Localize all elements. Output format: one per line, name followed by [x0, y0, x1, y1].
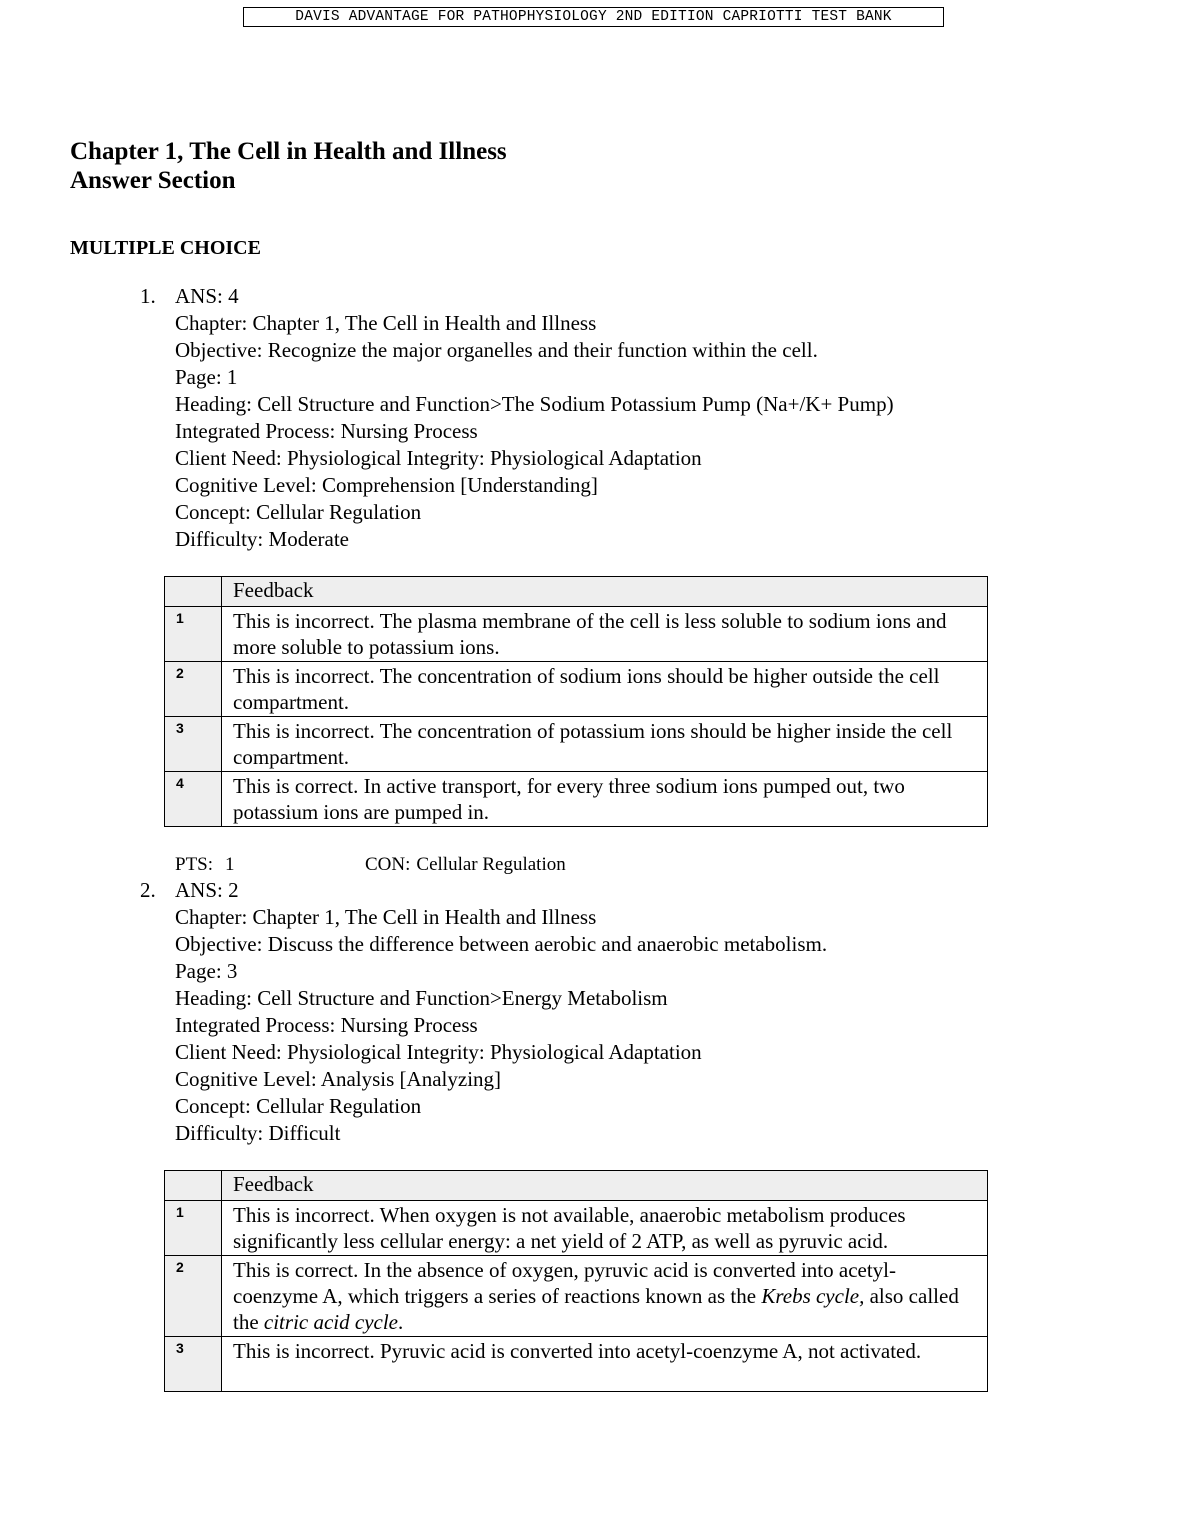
integrated-process-line: Integrated Process: Nursing Process: [175, 1013, 478, 1037]
heading-line: Heading: Cell Structure and Function>The Sodium Potassium Pump (Na+/K+ Pump): [175, 392, 894, 416]
feedback-option-number: 4: [165, 772, 222, 827]
feedback-header-blank: [165, 577, 222, 607]
feedback-option-number: 1: [165, 607, 222, 662]
difficulty-line: Difficulty: Moderate: [175, 527, 349, 551]
feedback-option-number: 1: [165, 1201, 222, 1256]
feedback-text: This is incorrect. Pyruvic acid is converted into acetyl-coenzyme A, not activated.: [222, 1337, 988, 1392]
feedback-row: [165, 1337, 988, 1392]
question-meta: [175, 283, 894, 553]
concept-line: Concept: Cellular Regulation: [175, 1094, 422, 1118]
feedback-text: This is incorrect. The plasma membrane of the cell is less soluble to sodium ions and more soluble to potassium ions.: [222, 607, 988, 662]
chapter-line: Chapter: Chapter 1, The Cell in Health and Illness: [175, 905, 597, 929]
client-need-line: Client Need: Physiological Integrity: Physiological Adaptation: [175, 1040, 702, 1064]
feedback-header: Feedback: [222, 577, 988, 607]
concept-info: [365, 853, 566, 877]
pts-label: PTS:: [175, 854, 214, 875]
question-number: 1.: [140, 284, 156, 308]
pts-value: 1: [225, 854, 235, 875]
feedback-row: [165, 1256, 988, 1337]
objective-line: Objective: Recognize the major organelles and their function within the cell.: [175, 338, 818, 362]
answer-section-title: Answer Section: [70, 167, 236, 194]
feedback-header-row: [165, 577, 988, 607]
feedback-header-blank: [165, 1171, 222, 1201]
feedback-text-emphasis: Krebs cycle,: [761, 1284, 865, 1308]
question-number: 2.: [140, 878, 156, 902]
feedback-text: This is incorrect. When oxygen is not available, anaerobic metabolism produces significantly less cellular energy: a net yield of 2 ATP, as well as pyruvic acid.: [222, 1201, 988, 1256]
feedback-text: This is correct. In active transport, for every three sodium ions pumped out, two potassium ions are pumped in.: [222, 772, 988, 827]
feedback-row: [165, 607, 988, 662]
difficulty-line: Difficulty: Difficult: [175, 1121, 341, 1145]
multiple-choice-title: MULTIPLE CHOICE: [70, 237, 261, 259]
feedback-header: Feedback: [222, 1171, 988, 1201]
feedback-table: [164, 576, 988, 827]
feedback-option-number: 2: [165, 1256, 222, 1337]
feedback-option-number: 3: [165, 717, 222, 772]
cognitive-level-line: Cognitive Level: Analysis [Analyzing]: [175, 1067, 502, 1091]
chapter-line: Chapter: Chapter 1, The Cell in Health and Illness: [175, 311, 597, 335]
feedback-text-part: This is correct. In the absence of oxygen, pyruvic acid is converted into acetyl-coenzyme A, which triggers a series of reactions known as the: [233, 1258, 897, 1308]
feedback-row: [165, 1201, 988, 1256]
page-line: Page: 1: [175, 365, 238, 389]
cognitive-level-line: Cognitive Level: Comprehension [Understanding]: [175, 473, 598, 497]
header-banner: DAVIS ADVANTAGE FOR PATHOPHYSIOLOGY 2ND EDITION CAPRIOTTI TEST BANK: [243, 7, 944, 27]
feedback-text-part: also called the: [233, 1284, 959, 1334]
con-label: CON:: [365, 854, 411, 875]
feedback-text: [222, 1256, 988, 1337]
feedback-row: [165, 717, 988, 772]
integrated-process-line: Integrated Process: Nursing Process: [175, 419, 478, 443]
concept-line: Concept: Cellular Regulation: [175, 500, 422, 524]
objective-line: Objective: Discuss the difference between aerobic and anaerobic metabolism.: [175, 932, 828, 956]
feedback-text: This is incorrect. The concentration of sodium ions should be higher outside the cell compartment.: [222, 662, 988, 717]
page-line: Page: 3: [175, 959, 238, 983]
feedback-row: [165, 662, 988, 717]
feedback-row: [165, 772, 988, 827]
feedback-header-row: [165, 1171, 988, 1201]
feedback-text-part: .: [398, 1310, 404, 1334]
client-need-line: Client Need: Physiological Integrity: Physiological Adaptation: [175, 446, 702, 470]
chapter-title: Chapter 1, The Cell in Health and Illness: [70, 138, 507, 165]
points-info: [175, 853, 235, 877]
feedback-text-emphasis: citric acid cycle: [263, 1310, 398, 1334]
feedback-table: [164, 1170, 988, 1392]
answer-line: ANS: 4: [175, 284, 239, 308]
feedback-option-number: 3: [165, 1337, 222, 1392]
feedback-text: This is incorrect. The concentration of potassium ions should be higher inside the cell compartment.: [222, 717, 988, 772]
heading-line: Heading: Cell Structure and Function>Energy Metabolism: [175, 986, 668, 1010]
feedback-option-number: 2: [165, 662, 222, 717]
question-meta: [175, 877, 827, 1147]
con-value: Cellular Regulation: [416, 854, 566, 875]
answer-line: ANS: 2: [175, 878, 239, 902]
